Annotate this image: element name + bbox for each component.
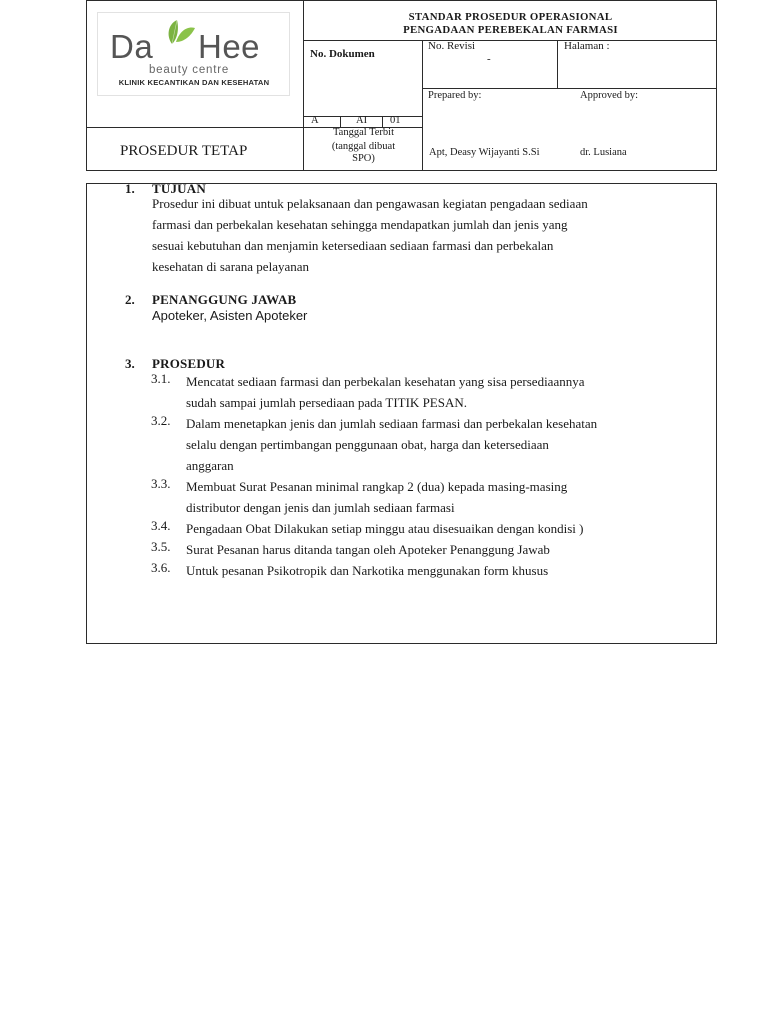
sop-title-line1: STANDAR PROSEDUR OPERASIONAL	[408, 11, 613, 23]
procedure-step-line: Membuat Surat Pesanan minimal rangkap 2 (dua) kepada masing-masing	[186, 479, 568, 494]
logo-brand-left: Da	[110, 28, 154, 65]
procedure-step-line: anggaran	[186, 458, 234, 473]
header-divider	[340, 116, 341, 127]
section-number: 3.	[125, 356, 135, 371]
prepared-by-label: Prepared by:	[428, 90, 482, 101]
revision-value: -	[487, 53, 491, 65]
approved-by-label: Approved by:	[580, 90, 639, 101]
document-code-part: A	[311, 115, 319, 126]
page-label: Halaman :	[564, 40, 610, 52]
approved-by-name: dr. Lusiana	[580, 147, 627, 158]
procedure-step-number: 3.1.	[151, 371, 171, 386]
procedure-step-number: 3.6.	[151, 560, 171, 575]
section-number: 1.	[125, 181, 135, 196]
document-code-part: AI	[356, 115, 368, 126]
document-number-label: No. Dokumen	[310, 48, 375, 60]
header-divider	[382, 116, 383, 127]
procedure-step-line: Mencatat sediaan farmasi dan perbekalan kesehatan yang sisa persediaannya	[186, 374, 585, 389]
logo-clinic-name: KLINIK KECANTIKAN DAN KESEHATAN	[118, 78, 270, 87]
issue-date-label: Tanggal Terbit	[332, 127, 395, 138]
header-divider	[303, 40, 717, 41]
section-title-prosedur: PROSEDUR	[152, 356, 226, 371]
section-title-penanggung-jawab: PENANGGUNG JAWAB	[152, 292, 297, 307]
procedure-step-number: 3.4.	[151, 518, 171, 533]
procedure-step-line: Surat Pesanan harus ditanda tangan oleh Apoteker Penanggung Jawab	[186, 542, 550, 557]
procedure-step-line: distributor dengan jenis dan jumlah sediaan farmasi	[186, 500, 455, 515]
section-title-tujuan: TUJUAN	[152, 181, 206, 196]
procedure-step-number: 3.2.	[151, 413, 171, 428]
leaf-icon	[162, 18, 196, 48]
procedure-step-line: selalu dengan pertimbangan penggunaan obat, harga dan ketersediaan	[186, 437, 549, 452]
issue-date-label: SPO)	[352, 153, 375, 164]
prepared-by-name: Apt, Deasy Wijayanti S.Si	[429, 147, 540, 158]
issue-date-label: (tanggal dibuat	[331, 141, 396, 152]
procedure-step-line: sudah sampai jumlah persediaan pada TITIK PESAN.	[186, 395, 467, 410]
section-number: 2.	[125, 292, 135, 307]
section-body-line: Prosedur ini dibuat untuk pelaksanaan dan pengawasan kegiatan pengadaan sediaan	[152, 196, 588, 211]
procedure-step-number: 3.3.	[151, 476, 171, 491]
logo-brand-right: Hee	[198, 28, 261, 65]
procedure-type-label: PROSEDUR TETAP	[120, 143, 248, 159]
header-divider	[557, 40, 558, 89]
section-body-line: kesehatan di sarana pelayanan	[152, 259, 310, 274]
procedure-step-line: Dalam menetapkan jenis dan jumlah sediaan farmasi dan perbekalan kesehatan	[186, 416, 598, 431]
section-body-line: farmasi dan perbekalan kesehatan sehingga mendapatkan jumlah dan jenis yang	[152, 217, 568, 232]
procedure-step-number: 3.5.	[151, 539, 171, 554]
revision-label: No. Revisi	[428, 40, 476, 52]
procedure-step-line: Pengadaan Obat Dilakukan setiap minggu atau disesuaikan dengan kondisi )	[186, 521, 584, 536]
header-divider	[422, 88, 717, 89]
document-code-part: 01	[390, 115, 401, 126]
procedure-step-line: Untuk pesanan Psikotropik dan Narkotika menggunakan form khusus	[186, 563, 549, 578]
section-body-line: Apoteker, Asisten Apoteker	[152, 308, 308, 323]
sop-title-line2: PENGADAAN PEREBEKALAN FARMASI	[403, 24, 618, 36]
section-body-line: sesuai kebutuhan dan menjamin ketersediaan sediaan farmasi dan perbekalan	[152, 238, 554, 253]
logo-tagline: beauty centre	[148, 64, 230, 76]
